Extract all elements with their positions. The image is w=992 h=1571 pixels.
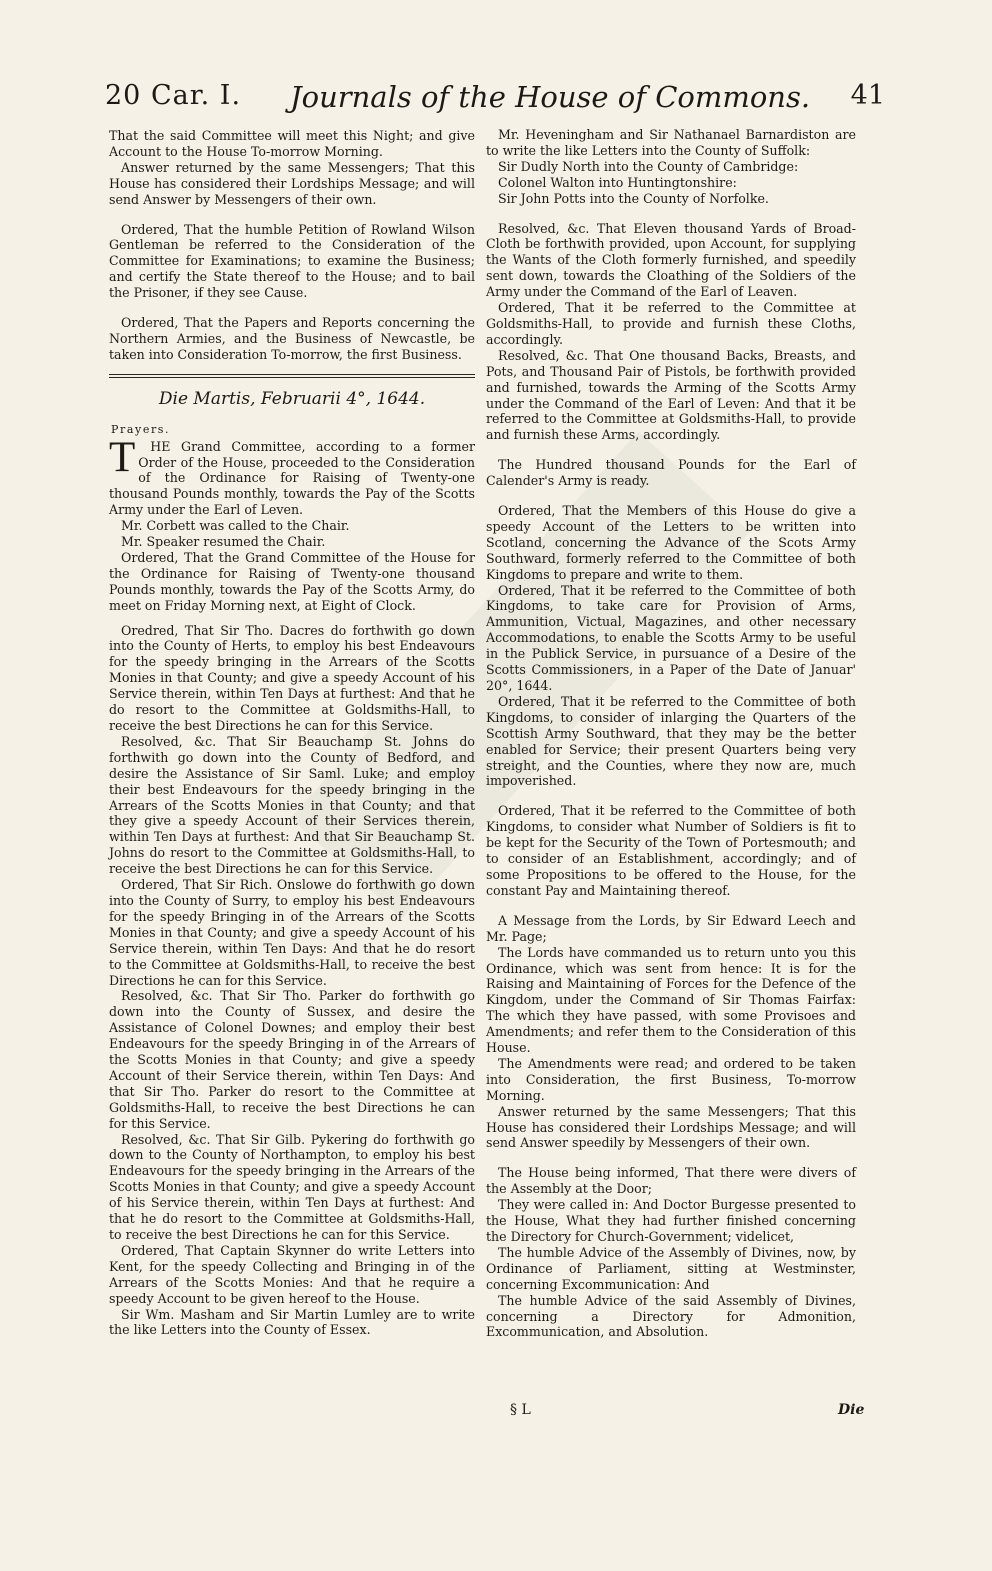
paragraph: They were called in: And Doctor Burgesse presented to the House, What they had further finished concerning the Directory for Church-Government; videlicet, — [486, 1197, 856, 1244]
right-column — [486, 127, 856, 1340]
paragraph: The Lords have commanded us to return unto you this Ordinance, which was sent from hence: It is for the Raising and Maintaining of Forces for the Defence of the Kingdom, under the Command of Sir Thomas Fairfax: The which they have passed, with some Provisoes and Amendments; and refer them to the Consideration of this House. — [486, 944, 856, 1056]
paragraph: Ordered, That it be referred to the Committee of both Kingdoms, to consider of inlarging the Quarters of the Scottish Army Southward, that they may be the better enabled for Service; their present Quarters being very streight, and the Counties, where they now are, much impoverished. — [486, 693, 856, 789]
left-column — [109, 128, 475, 1338]
paragraph-opening — [109, 433, 475, 519]
paragraph: That the said Committee will meet this Night; and give Account to the House To-morrow Morning. — [109, 128, 475, 159]
signature-mark: § L — [510, 1402, 531, 1418]
paragraph: The humble Advice of the Assembly of Divines, now, by Ordinance of Parliament, sitting at Westminster, concerning Excommunication: And — [486, 1244, 856, 1292]
regnal-year: 20 Car. I. — [105, 80, 242, 111]
paragraph: Ordered, That Sir Rich. Onslowe do forthwith go down into the County of Surry, to employ his best Endeavours for the speedy Bringing in of the Arrears of the Scotts Monies in that County; and give a speedy Account of his Service therein, within Ten Days: And that he do resort to the Committee at Goldsmiths-Hall, to receive the best Directions he can for this Service. — [109, 877, 475, 988]
paragraph: Ordered, That the Grand Committee of the House for the Ordinance for Raising of Twenty-one thousand Pounds monthly, towards the Pay of the Scotts Army, do meet on Friday Morning next, at Eight of Clock. — [109, 549, 475, 613]
paragraph: Ordered, That the Members of this House do give a speedy Account of the Letters to be written into Scotland, concerning the Advance of the Scots Army Southward, formerly referred to the Committee of both Kingdoms to prepare and write to them. — [486, 503, 856, 582]
date-heading: Die Martis, Februarii 4°, 1644. — [158, 388, 426, 409]
running-header — [105, 80, 885, 120]
paragraph: Resolved, &c. That Eleven thousand Yards of Broad-Cloth be forthwith provided, upon Account, for supplying the Wants of the Cloth formerly furnished, and speedily sent down, towards the Cloathing of the Soldiers of the Army under the Command of the Earl of Leaven. — [486, 220, 856, 300]
page-footer — [0, 1402, 992, 1426]
paragraph: Sir Wm. Masham and Sir Martin Lumley are to write the like Letters into the County of Essex. — [109, 1306, 475, 1338]
paragraph: Colonel Walton into Huntingtonshire: — [498, 174, 737, 190]
paragraph: Ordered, That the Papers and Reports concerning the Northern Armies, and the Business of Newcastle, be taken into Consideration To-morrow, the first Business. — [109, 315, 475, 362]
page-number: 41 — [850, 80, 885, 111]
paragraph: Ordered, That Captain Skynner do write Letters into Kent, for the speedy Collecting and Bringing in of the Arrears of the Scotts Monies: And that he require a speedy Account to be given hereof to the House. — [109, 1242, 475, 1306]
journal-title: Journals of the House of Commons. — [290, 80, 811, 114]
paragraph: The House being informed, That there were divers of the Assembly at the Door; — [486, 1165, 856, 1197]
paragraph: Answer returned by the same Messengers; That this House has considered their Lordships Message; and will send Answer speedily by Messengers of their own. — [486, 1103, 856, 1151]
paragraph: Ordered, That the humble Petition of Rowland Wilson Gentleman be referred to the Consideration of the Committee for Examinations; to examine the Business; and certify the State thereof to the House; and to bail the Prisoner, if they see Cause. — [109, 221, 475, 301]
paragraph: Resolved, &c. That Sir Tho. Parker do forthwith go down into the County of Sussex, and desire the Assistance of Colonel Downes; and employ their best Endeavours for the speedy Bringing in of the Arrears of the Scotts Monies in that County; and give a speedy Account of their Service therein, within Ten Days: And that Sir Tho. Parker do resort to the Committee at Goldsmiths-Hall, to receive the best Directions he can for this Service. — [109, 988, 475, 1131]
paragraph: Resolved, &c. That Sir Beauchamp St. Johns do forthwith go down into the County of Bedford, and desire the Assistance of Sir Saml. Luke; and employ their best Endeavours for the speedy bringing in the Arrears of the Scotts Monies in that County; and that they give a speedy Account of their Services therein, within Ten Days at furthest: And that Sir Beauchamp St. Johns do resort to the Committee at Goldsmiths-Hall, to receive the best Directions he can for this Service. — [109, 733, 475, 877]
paragraph: Ordered, That it be referred to the Committee of both Kingdoms, to consider what Number of Soldiers is fit to be kept for the Security of the Town of Portesmouth; and to consider of an Establishment, accordingly; and of some Propositions to be offered to the House, for the constant Pay and Maintaining thereof. — [486, 803, 856, 898]
catchword: Die — [838, 1402, 865, 1418]
paragraph: Mr. Speaker resumed the Chair. — [121, 534, 326, 550]
drop-cap: T — [109, 433, 136, 481]
paragraph-text: HE Grand Committee, according to a former Order of the House, proceeded to the Consideration of the Ordinance for Raising of Twenty-one thousand Pounds monthly, towards the Pay of the Scotts Army under the Earl of Leven. — [109, 438, 475, 518]
paragraph: Mr. Heveningham and Sir Nathanael Barnardiston are to write the like Letters into the County of Suffolk: — [486, 127, 856, 158]
paragraph: Resolved, &c. That One thousand Backs, Breasts, and Pots, and Thousand Pair of Pistols, be forthwith provided and furnished, towards the Arming of the Scotts Army under the Command of the Earl of Leven: And that it be referred to the Committee at Goldsmiths-Hall, to provide and furnish these Arms, accordingly. — [486, 347, 856, 443]
paragraph: The humble Advice of the said Assembly of Divines, concerning a Directory for Admonition, Excommunication, and Absolution. — [486, 1292, 856, 1340]
section-rule — [109, 374, 475, 378]
paragraph: Sir Dudly North into the County of Cambridge: — [498, 158, 799, 174]
paragraph: The Amendments were read; and ordered to be taken into Consideration, the first Business, To-morrow Morning. — [486, 1055, 856, 1103]
prayers-label: Prayers. — [111, 422, 171, 436]
paragraph: Resolved, &c. That Sir Gilb. Pykering do forthwith go down to the County of Northampton, to employ his best Endeavours for the speedy bringing in the Arrears of the Scotts Monies in that County; and give a speedy Account of his Service therein, within Ten Days at furthest: And that he do resort to the Committee at Goldsmiths-Hall, to receive the best Directions he can for this Service. — [109, 1131, 475, 1242]
paragraph: Ordered, That it be referred to the Committee of both Kingdoms, to take care for Provision of Arms, Ammunition, Victual, Magazines, and other necessary Accommodations, to enable the Scotts Army to be useful in the Publick Service, in pursuance of a Desire of the Scotts Commissioners, in a Paper of the Date of Januar' 20°, 1644. — [486, 582, 856, 693]
paragraph: A Message from the Lords, by Sir Edward Leech and Mr. Page; — [486, 912, 856, 944]
paragraph: Answer returned by the same Messengers; That this House has considered their Lordships Message; and will send Answer by Messengers of their own. — [109, 159, 475, 207]
paragraph: Sir John Potts into the County of Norfolke. — [498, 190, 769, 206]
paragraph: Oredred, That Sir Tho. Dacres do forthwith go down into the County of Herts, to employ his best Endeavours for the speedy bringing in the Arrears of the Scotts Monies in that County; and give a speedy Account of his Service therein, within Ten Days at furthest: And that he do resort to the Committee at Goldsmiths-Hall, to receive the best Directions he can for this Service. — [109, 622, 475, 733]
paragraph: Ordered, That it be referred to the Committee at Goldsmiths-Hall, to provide and furnish these Cloths, accordingly. — [486, 300, 856, 347]
paragraph: Mr. Corbett was called to the Chair. — [121, 518, 350, 534]
paragraph: The Hundred thousand Pounds for the Earl of Calender's Army is ready. — [486, 457, 856, 489]
